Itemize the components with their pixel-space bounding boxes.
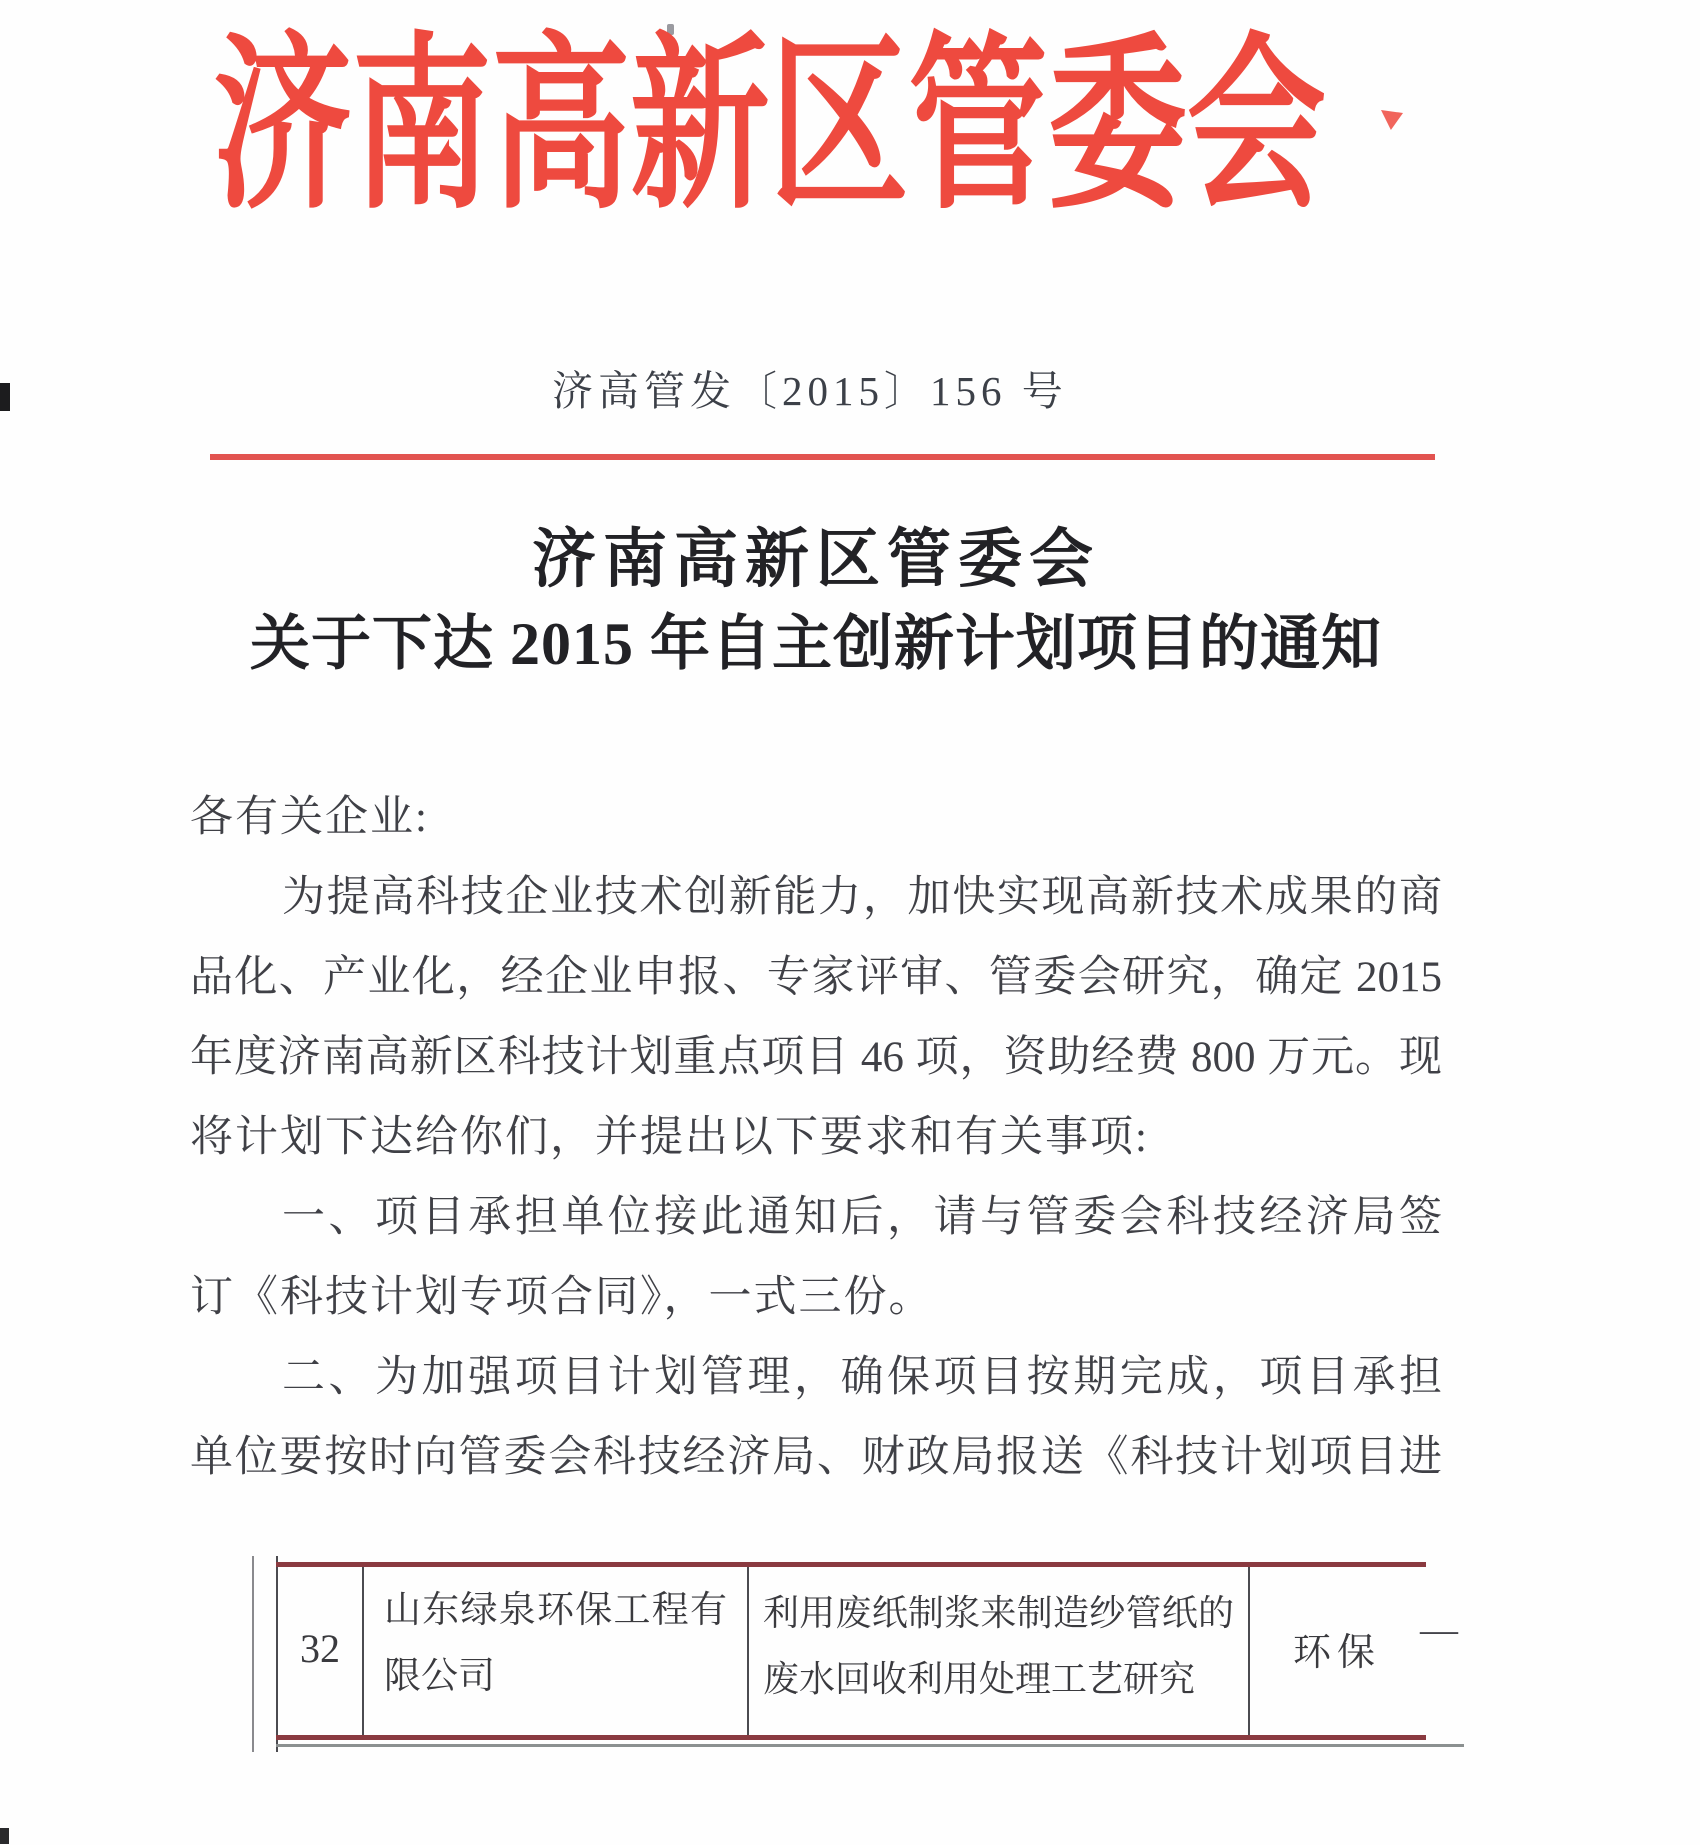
red-ink-speck-icon [1381, 110, 1403, 130]
body-line: 订《科技计划专项合同》，一式三份。 [190, 1274, 934, 1321]
project-title-line: 废水回收利用处理工艺研究 [763, 1659, 1196, 1699]
document-title-line2: 关于下达 2015 年自主创新计划项目的通知 [250, 611, 1382, 677]
table-border-shadow [276, 1744, 1464, 1747]
table-bottom-border [276, 1735, 1426, 1740]
table-cell-project [747, 1580, 1248, 1712]
document-title [190, 524, 1442, 677]
table-cell-company [362, 1578, 747, 1710]
table-cell-field: 环保 [1292, 1632, 1381, 1674]
agency-masthead: 济南高新区管委会 [213, 22, 1326, 231]
document-title-line1: 济南高新区管委会 [532, 524, 1100, 595]
salutation-line: 各有关企业: [190, 794, 429, 841]
body-line: 年度济南高新区科技计划重点项目 46 项，资助经费 800 万元。现 [190, 1034, 1442, 1081]
company-name-line: 山东绿泉环保工程有 [384, 1590, 727, 1631]
body-line: 将计划下达给你们，并提出以下要求和有关事项: [190, 1114, 1149, 1161]
body-line: 品化、产业化，经企业申报、专家评审、管委会研究，确定 2015 [190, 954, 1442, 1001]
company-name-line: 限公司 [384, 1656, 495, 1697]
body-line: 单位要按时向管委会科技经济局、财政局报送《科技计划项目进 [190, 1434, 1442, 1481]
red-divider-line [210, 454, 1435, 460]
scan-edge-mark [0, 383, 10, 411]
body-line: 为提高科技企业技术创新能力，加快实现高新技术成果的商 [282, 874, 1442, 921]
body-line-item-two: 二、为加强项目计划管理，确保项目按期完成，项目承担 [282, 1354, 1442, 1401]
scan-edge-mark [0, 1828, 9, 1844]
document-number: 济高管发〔2015〕156 号 [552, 368, 1068, 414]
table-outer-border [252, 1556, 254, 1752]
table-cell-seq: 32 [300, 1626, 340, 1671]
document-body [190, 778, 1442, 1498]
table-cell-partial: — [1420, 1609, 1458, 1651]
body-line-item-one: 一、项目承担单位接此通知后，请与管委会科技经济局签 [282, 1194, 1442, 1241]
project-title-line: 利用废纸制浆来制造纱管纸的 [763, 1593, 1234, 1633]
